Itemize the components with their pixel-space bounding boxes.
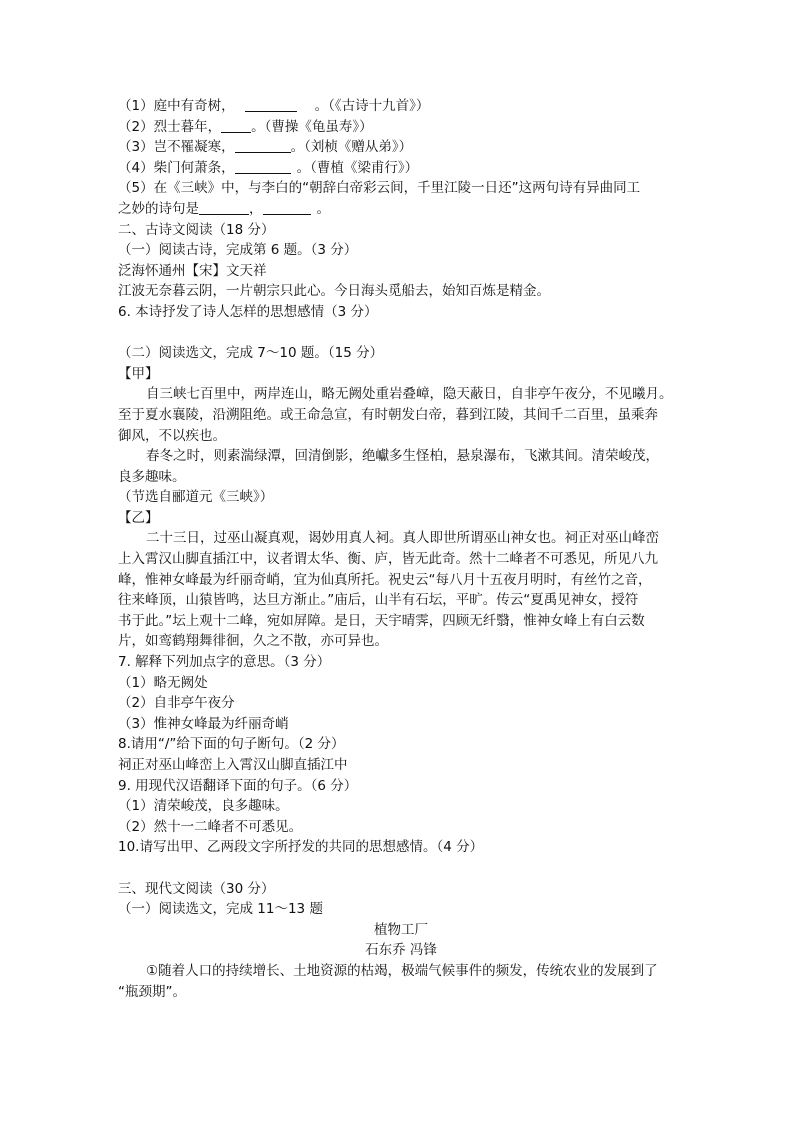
fill-item-5-line1: （5）在《三峡》中，与李白的“朝辞白帝彩云间，千里江陵一日还”这两句诗有异曲同工	[118, 180, 641, 197]
answer-blank[interactable]	[263, 200, 311, 215]
fill-item-4	[118, 158, 684, 179]
question-9-item: （1）清荣峻茂，良多趣味。	[118, 798, 289, 815]
passage-yi-line: 书于此。”坛上观十二峰，宛如屏障。是日，天宇晴霁，四顾无纤翳，惟神女峰上有白云数	[118, 612, 645, 629]
answer-blank[interactable]	[245, 97, 297, 112]
passage-yi-line: 上入霄汉山脚直插江中，议者谓太华、衡、庐，皆无此奇。然十二峰者不可悉见，所见八九	[118, 551, 658, 568]
article-paragraph-line: “瓶颈期”。	[118, 983, 186, 1000]
passage-jia-line: 良多趣味。	[118, 468, 186, 485]
fill-item-5-line2	[118, 199, 684, 220]
answer-blank[interactable]	[235, 159, 291, 174]
fill-item-source: 。（《古诗十九首》）	[314, 98, 430, 114]
question-9-item: （2）然十一二峰者不可悉见。	[118, 818, 303, 835]
fill-item-text: （1）庭中有奇树，	[118, 98, 235, 114]
question-7: 7. 解释下列加点字的意思。（3 分）	[118, 654, 331, 671]
exam-content	[118, 96, 684, 1002]
fill-item-source: 。（曹植《梁甫行》）	[296, 159, 419, 176]
passage-jia-line: 御风，不以疾也。	[118, 427, 226, 444]
poem-text: 江波无奈暮云阴，一片朝宗只此心。今日海头觅船去，始知百炼是精金。	[118, 283, 550, 300]
question-8-sentence: 祠正对巫山峰峦上入霄汉山脚直插江中	[118, 757, 348, 773]
article-paragraph-line: ①随着人口的持续增长、土地资源的枯竭，极端气候事件的频发，传统农业的发展到了	[146, 962, 658, 979]
spacer	[118, 858, 684, 879]
passage-jia-label: 【甲】	[118, 365, 159, 382]
fill-item-3	[118, 137, 684, 158]
passage-yi-line: 往来峰顶，山猿皆鸣，达旦方渐止。”庙后，山半有石坛，平旷。传云“夏禹见神女，授符	[118, 592, 639, 609]
question-6: 6. 本诗抒发了诗人怎样的思想感情（3 分）	[118, 303, 378, 320]
fill-item-2	[118, 117, 684, 138]
separator: ，	[249, 200, 263, 217]
poem-title: 泛海怀通州【宋】文天祥	[118, 262, 267, 279]
fill-item-text: （2）烈士暮年，	[118, 118, 222, 135]
answer-blank[interactable]	[221, 118, 251, 133]
answer-blank[interactable]	[199, 200, 249, 215]
passage-jia-source: （节选自郦道元《三峡》）	[118, 489, 274, 506]
part-1-heading: （一）阅读古诗，完成第 6 题。（3 分）	[118, 242, 358, 259]
fill-item-1	[118, 96, 684, 117]
question-9: 9. 用现代汉语翻译下面的句子。（6 分）	[118, 777, 358, 794]
answer-blank[interactable]	[235, 138, 291, 153]
passage-yi-label: 【乙】	[118, 509, 159, 526]
passage-yi-line: 峰，惟神女峰最为纤丽奇峭，宜为仙真所托。祝史云“每八月十五夜月明时，有丝竹之音，	[118, 571, 652, 588]
question-7-item: （2）自非亭午夜分	[118, 695, 235, 712]
fill-item-text: 之妙的诗句是	[118, 200, 199, 217]
fill-item-source: 。（曹操《龟虽寿》）	[251, 118, 373, 135]
period: 。	[316, 200, 330, 217]
question-10: 10.请写出甲、乙两段文字所抒发的共同的思想感情。（4 分）	[118, 839, 484, 856]
passage-jia-line: 自三峡七百里中，两岸连山，略无阙处重岩叠嶂，隐天蔽日，自非亭午夜分，不见曦月。	[146, 386, 673, 403]
part-2-heading: （二）阅读选文，完成 7～10 题。（15 分）	[118, 345, 384, 362]
article-title: 植物工厂	[374, 921, 428, 938]
passage-yi-line: 二十三日，过巫山凝真观，谒妙用真人祠。真人即世所谓巫山神女也。祠正对巫山峰峦	[146, 530, 659, 547]
part-3-heading: （一）阅读选文，完成 11～13 题	[118, 901, 323, 918]
article-authors: 石东乔 冯锋	[365, 942, 437, 959]
question-7-item: （3）惟神女峰最为纤丽奇峭	[118, 715, 289, 732]
fill-item-text: （3）岂不罹凝寒，	[118, 139, 235, 156]
passage-jia-line: 春冬之时，则素湍绿潭，回清倒影，绝巘多生怪柏，悬泉瀑布，飞漱其间。清荣峻茂，	[146, 448, 659, 465]
question-8: 8.请用“/”给下面的句子断句。（2 分）	[118, 736, 345, 753]
passage-yi-line: 片，如鸾鹤翔舞徘徊，久之不散，亦可异也。	[118, 633, 388, 650]
fill-item-source: 。（刘桢《赠从弟》）	[290, 139, 413, 156]
fill-item-text: （4）柴门何萧条，	[118, 159, 235, 176]
question-7-item: （1）略无阙处	[118, 674, 208, 691]
section-3-heading: 三、现代文阅读（30 分）	[118, 880, 275, 897]
passage-jia-line: 至于夏水襄陵，沿溯阻绝。或王命急宣，有时朝发白帝，暮到江陵，其间千二百里，虽乘奔	[118, 406, 658, 423]
spacer	[118, 323, 684, 344]
section-2-heading: 二、古诗文阅读（18 分）	[118, 221, 275, 238]
